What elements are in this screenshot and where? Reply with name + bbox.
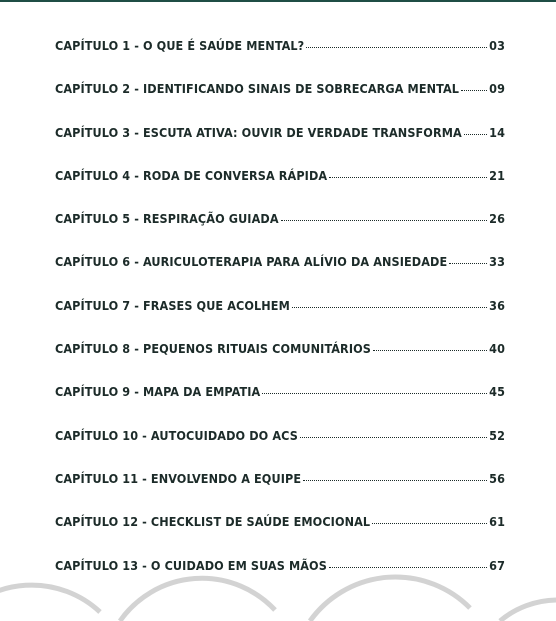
toc-entry-page: 21 [489,167,505,183]
toc-dot-leader [306,47,487,48]
toc-dot-leader [373,350,487,351]
toc-dot-leader [329,177,487,178]
toc-entry-title: CAPÍTULO 13 - O CUIDADO EM SUAS MÃOS [55,557,327,573]
decorative-arc [500,600,556,621]
toc-entry[interactable] [55,428,505,471]
toc-entry-title: CAPÍTULO 5 - RESPIRAÇÃO GUIADA [55,211,279,227]
toc-entry-title: CAPÍTULO 8 - PEQUENOS RITUAIS COMUNITÁRIOS [55,341,371,357]
toc-entry-page: 40 [489,341,505,357]
toc-entry-page: 36 [489,297,505,313]
toc-entry[interactable] [55,254,505,297]
toc-entry-page: 56 [489,470,505,486]
toc-entry[interactable] [55,298,505,341]
top-rule [0,0,556,2]
toc-entry-page: 14 [489,124,505,140]
toc-entry[interactable] [55,168,505,211]
toc-dot-leader [281,220,488,221]
toc-dot-leader [262,393,487,394]
toc-entry-page: 33 [489,254,505,270]
toc-entry[interactable] [55,558,505,601]
toc-dot-leader [372,523,487,524]
toc-entry-title: CAPÍTULO 9 - MAPA DA EMPATIA [55,384,261,400]
toc-entry-title: CAPÍTULO 12 - CHECKLIST DE SAÚDE EMOCIONAL [55,514,371,530]
toc-dot-leader [292,307,487,308]
toc-dot-leader [464,134,487,135]
toc-entry[interactable] [55,125,505,168]
toc-entry[interactable] [55,384,505,427]
toc-entry-title: CAPÍTULO 7 - FRASES QUE ACOLHEM [55,297,290,313]
toc-entry-page: 52 [489,427,505,443]
toc-entry-title: CAPÍTULO 3 - ESCUTA ATIVA: OUVIR DE VERDADE TRANSFORMA [55,124,462,140]
toc-dot-leader [461,90,487,91]
toc-entry-page: 26 [489,211,505,227]
toc-entry-title: CAPÍTULO 10 - AUTOCUIDADO DO ACS [55,427,298,443]
toc-entry-title: CAPÍTULO 2 - IDENTIFICANDO SINAIS DE SOBRECARGA MENTAL [55,81,460,97]
toc-entry-title: CAPÍTULO 11 - ENVOLVENDO A EQUIPE [55,470,302,486]
toc-dot-leader [329,567,487,568]
toc-entry-page: 03 [489,38,505,53]
toc-entry[interactable] [55,341,505,384]
toc-dot-leader [449,263,487,264]
toc-entry[interactable] [55,471,505,514]
toc-entry-title: CAPÍTULO 4 - RODA DE CONVERSA RÁPIDA [55,167,328,183]
toc-entry[interactable] [55,38,505,81]
toc-entry[interactable] [55,514,505,557]
toc-entry[interactable] [55,81,505,124]
toc-entry-page: 09 [489,81,505,97]
toc-entry-page: 67 [489,557,505,573]
toc-entry-page: 45 [489,384,505,400]
toc-entry[interactable] [55,211,505,254]
toc-dot-leader [300,437,487,438]
toc-entry-page: 61 [489,514,505,530]
table-of-contents [55,38,505,601]
toc-entry-title: CAPÍTULO 6 - AURICULOTERAPIA PARA ALÍVIO DA ANSIEDADE [55,254,448,270]
toc-dot-leader [303,480,487,481]
toc-entry-title: CAPÍTULO 1 - O QUE É SAÚDE MENTAL? [55,38,305,53]
